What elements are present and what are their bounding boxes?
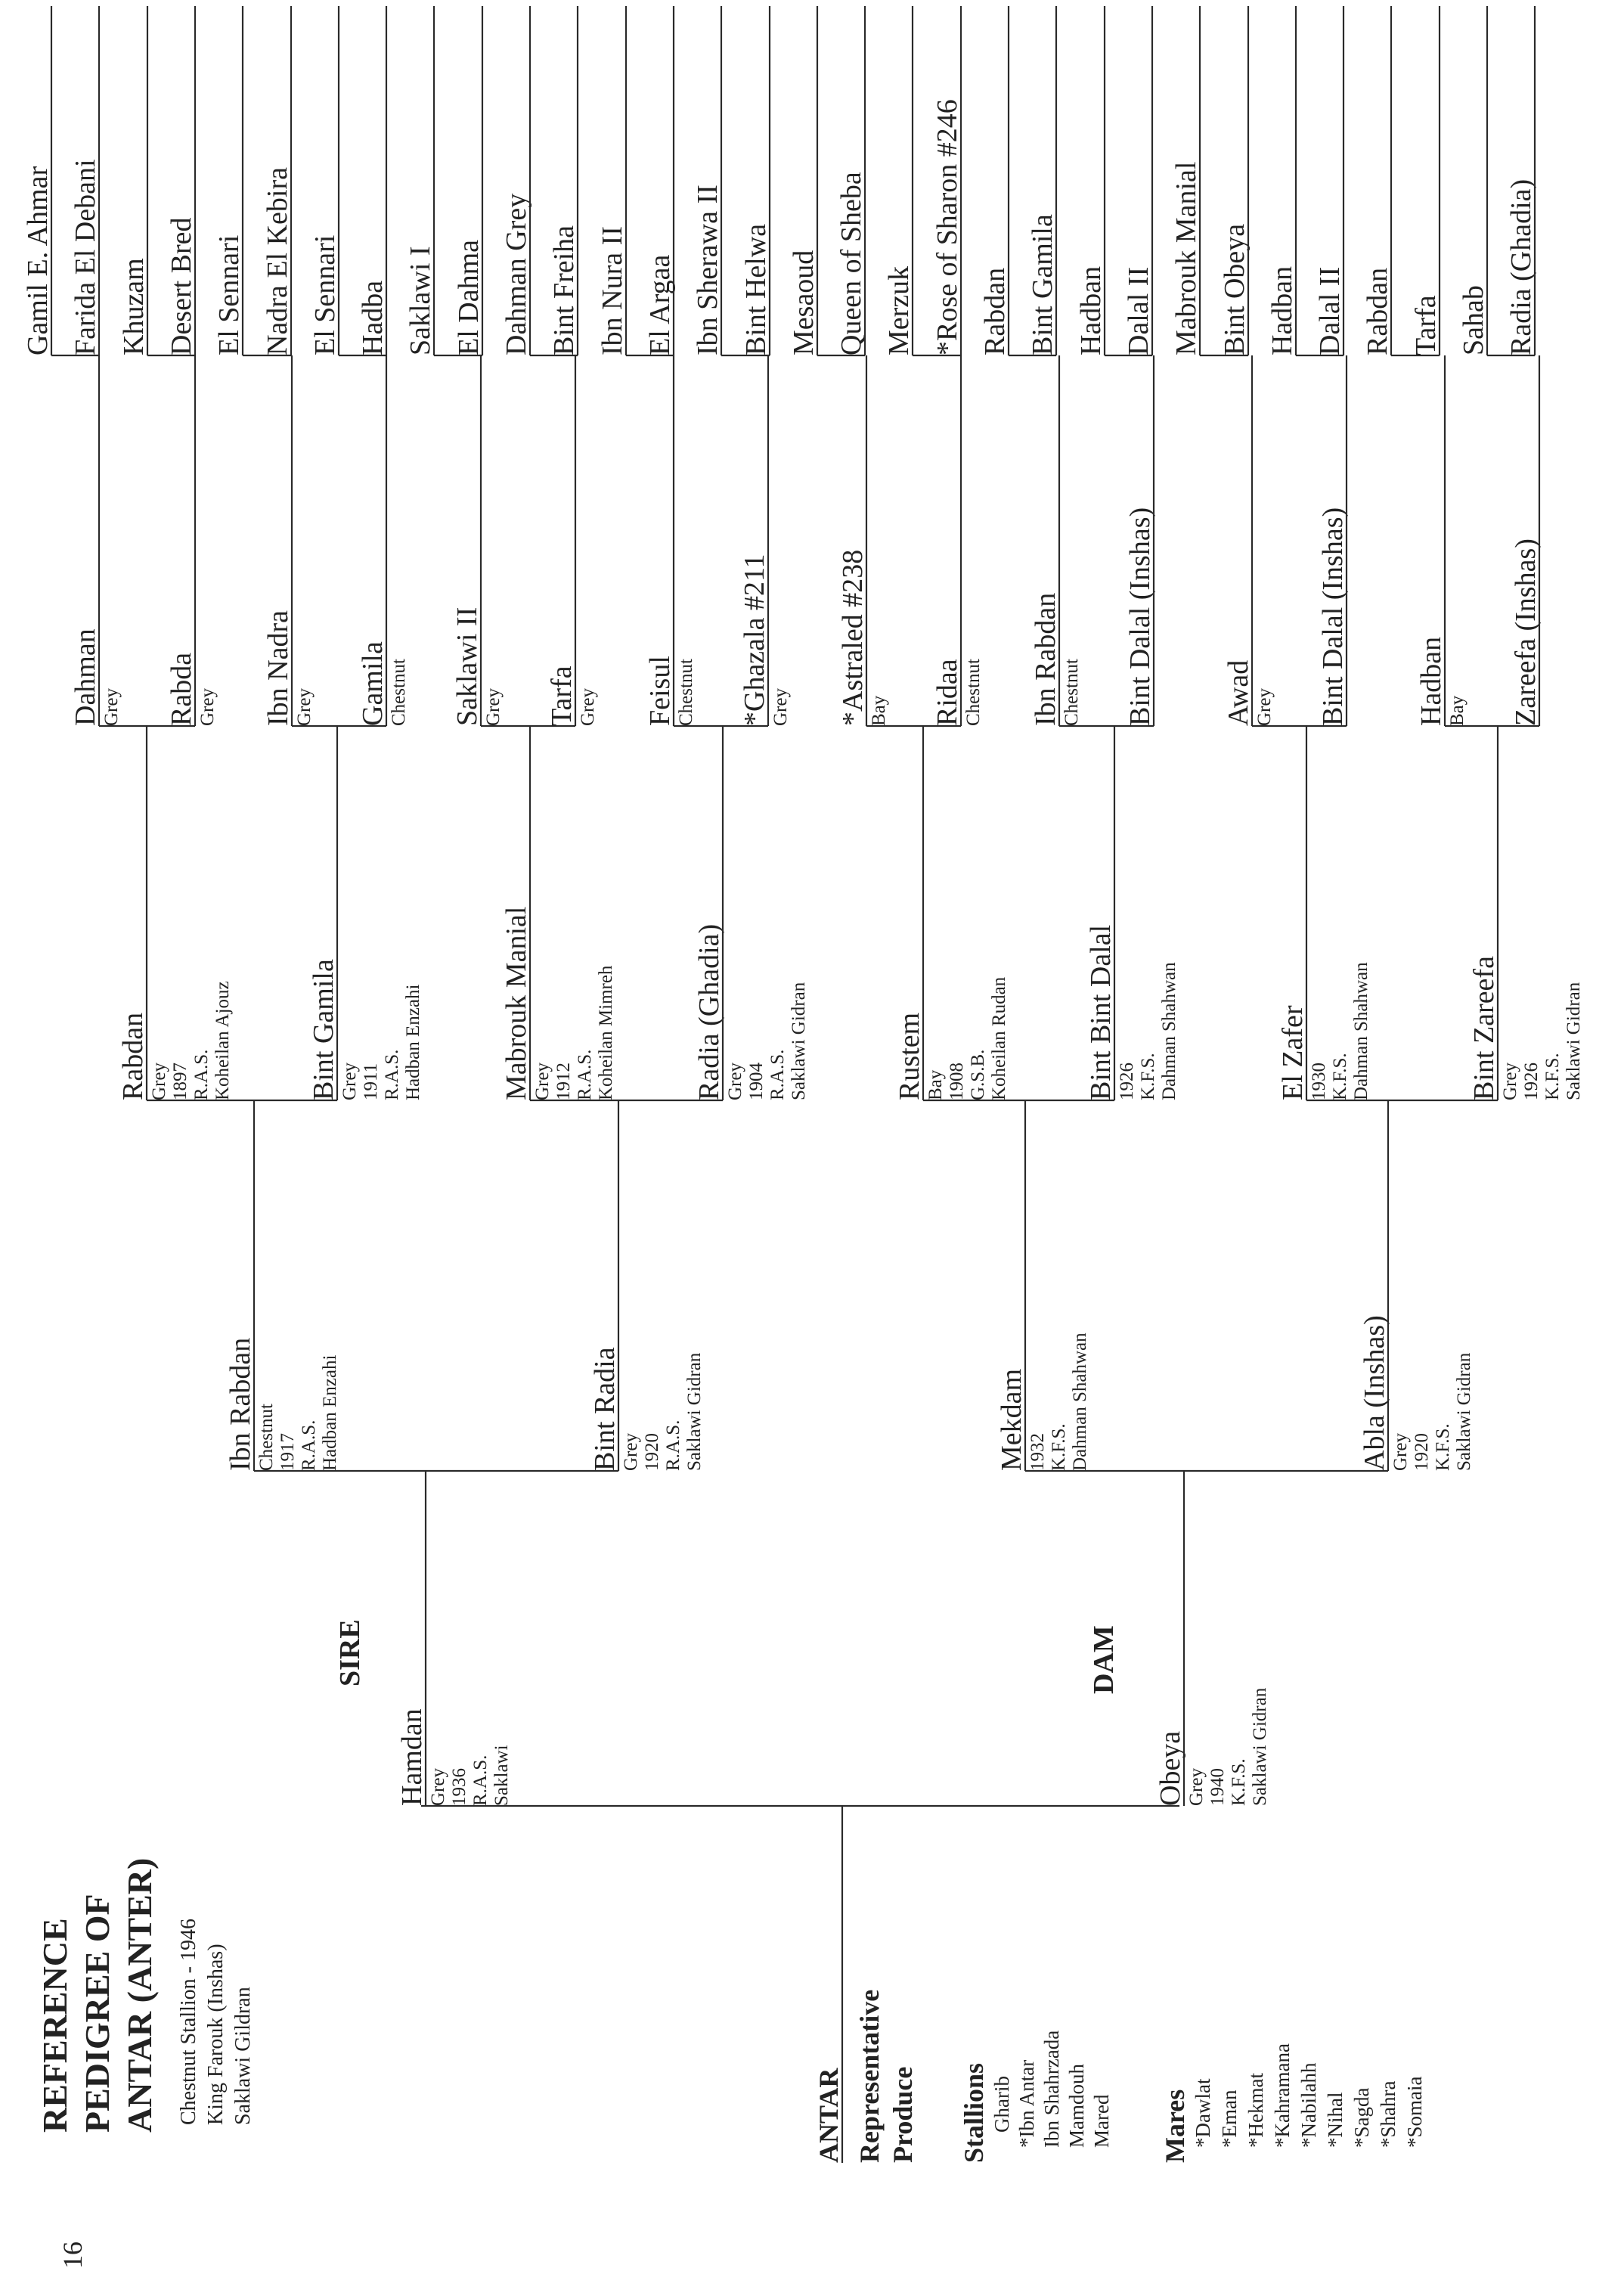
title-detail: King Farouk (Inshas) — [204, 1944, 228, 2125]
gen5-name: Farida El Debani — [70, 159, 101, 355]
gen5-name: Sahab — [1458, 285, 1489, 355]
gen3-name: Rabdan — [117, 1012, 149, 1100]
gen3-name: Mabrouk Manial — [501, 906, 532, 1100]
gen5-name: Nadra El Kebira — [262, 167, 293, 355]
gen5-name: Dalal II — [1123, 266, 1154, 355]
gen2-detail: 1920 — [642, 1433, 662, 1471]
gen2-detail: K.F.S. — [1433, 1423, 1453, 1471]
gen3-detail: Grey — [149, 1063, 169, 1100]
gen5-name: Ibn Nura II — [597, 226, 628, 355]
gen3-detail: 1912 — [553, 1063, 574, 1100]
gen4-name: *Astraled #238 — [837, 549, 869, 726]
gen3-detail: 1897 — [170, 1063, 191, 1100]
gen3-detail: R.A.S. — [191, 1049, 212, 1100]
gen3-detail: Saklawi Gidran — [789, 982, 809, 1100]
dam-label: DAM — [1088, 1625, 1120, 1694]
gen5-name: Bint Freiha — [548, 225, 580, 355]
gen3-detail: K.F.S. — [1138, 1053, 1158, 1100]
mare-item: *Kahramana — [1271, 2043, 1294, 2148]
gen3-name: Bint Gamila — [308, 959, 339, 1100]
gen2-detail: R.A.S. — [299, 1419, 319, 1471]
gen2-detail: Grey — [1390, 1433, 1411, 1471]
gen5-name: Queen of Sheba — [835, 172, 867, 355]
gen3-name: Radia (Ghadia) — [693, 923, 725, 1100]
gen1-detail: Grey — [428, 1768, 448, 1806]
gen4-detail: Grey — [294, 688, 315, 726]
gen4-detail: Grey — [578, 688, 598, 726]
gen3-detail: R.A.S. — [767, 1049, 788, 1100]
gen4-name: Bint Dalal (Inshas) — [1317, 507, 1349, 726]
gen5-name: Bint Gamila — [1027, 214, 1058, 355]
gen2-name: Abla (Inshas) — [1359, 1315, 1390, 1471]
gen4-name: Zareefa (Inshas) — [1510, 538, 1542, 726]
gen2-detail: Chestnut — [256, 1404, 277, 1471]
stallion-item: *Ibn Antar — [1015, 2059, 1038, 2148]
gen5-name: Dalal II — [1314, 266, 1346, 355]
gen4-name: Hadban — [1415, 636, 1447, 726]
gen5-name: Hadban — [1266, 265, 1298, 355]
gen4-name: Dahman — [70, 628, 101, 726]
gen5-name: Desert Bred — [166, 217, 197, 355]
gen3-detail: R.A.S. — [575, 1049, 595, 1100]
gen2-detail: K.F.S. — [1049, 1423, 1069, 1471]
gen1-detail: Saklawi Gidran — [1250, 1687, 1270, 1806]
gen5-name: El Sennari — [309, 234, 341, 355]
gen3-detail: Koheilan Rudan — [989, 976, 1009, 1100]
gen3-name: Bint Bint Dalal — [1085, 924, 1117, 1100]
gen3-detail: Saklawi Gidran — [1564, 982, 1584, 1100]
gen5-name: Hadba — [357, 280, 389, 355]
mares-heading: Mares — [1160, 2089, 1190, 2163]
mare-item: *Somaia — [1403, 2076, 1426, 2148]
gen1-detail: K.F.S. — [1229, 1758, 1249, 1806]
gen5-name: Hadban — [1075, 265, 1107, 355]
gen5-name: El Dahma — [453, 239, 485, 355]
gen3-detail: K.F.S. — [1542, 1053, 1563, 1100]
gen3-detail: 1908 — [947, 1063, 967, 1100]
gen4-name: Awad — [1223, 659, 1254, 726]
mare-item: *Eman — [1218, 2090, 1241, 2148]
gen5-name: Khuzam — [118, 258, 150, 355]
gen3-detail: Bay — [925, 1069, 946, 1100]
gen5-name: Bint Helwa — [740, 223, 772, 355]
gen3-detail: G.S.B. — [968, 1049, 988, 1100]
gen4-detail: Grey — [770, 688, 791, 726]
subject-name: ANTAR — [814, 2068, 844, 2163]
title-line: PEDIGREE OF — [78, 1894, 116, 2133]
gen3-name: Bint Zareefa — [1468, 956, 1500, 1100]
gen2-detail: Grey — [621, 1433, 641, 1471]
gen4-name: Ridaa — [931, 659, 963, 726]
gen3-detail: Grey — [1500, 1063, 1520, 1100]
gen1-detail: 1940 — [1207, 1768, 1228, 1806]
gen1-name: Obeya — [1154, 1730, 1186, 1806]
gen4-name: Saklawi II — [451, 607, 483, 726]
gen1-detail: R.A.S. — [470, 1754, 491, 1806]
gen5-name: Mabrouk Manial — [1170, 161, 1202, 355]
gen3-detail: 1911 — [361, 1063, 381, 1100]
stallion-item: Gharib — [990, 2076, 1013, 2133]
mare-item: *Nabilahh — [1297, 2062, 1320, 2148]
gen2-detail: 1920 — [1412, 1433, 1432, 1471]
gen2-detail: Hadban Enzahi — [320, 1354, 340, 1471]
gen2-name: Mekdam — [996, 1368, 1027, 1471]
stallions-heading: Stallions — [959, 2062, 989, 2163]
gen2-detail: R.A.S. — [663, 1419, 683, 1471]
gen4-name: Rabda — [166, 652, 197, 726]
gen4-detail: Chestnut — [1061, 659, 1082, 726]
title-detail: Saklawi Gildran — [231, 1987, 255, 2125]
gen4-detail: Grey — [101, 688, 122, 726]
gen4-detail: Grey — [197, 688, 218, 726]
gen4-name: Ibn Rabdan — [1030, 592, 1061, 726]
produce-heading: Produce — [888, 2066, 918, 2163]
gen5-name: Gamil E. Ahmar — [22, 166, 54, 355]
mare-item: *Nihal — [1324, 2092, 1347, 2148]
gen4-name: Tarfa — [546, 665, 578, 726]
gen5-name: Dahman Grey — [501, 193, 532, 355]
gen3-detail: Dahman Shahwan — [1351, 962, 1371, 1100]
gen5-name: El Sennari — [213, 234, 245, 355]
gen2-detail: 1917 — [277, 1433, 298, 1471]
stallion-item: Mamdouh — [1065, 2064, 1088, 2148]
gen5-name: Ibn Sherawa II — [692, 185, 724, 355]
gen4-detail: Chestnut — [963, 659, 984, 726]
gen3-name: El Zafer — [1277, 1005, 1309, 1100]
mare-item: *Sagda — [1350, 2087, 1373, 2148]
sire-label: SIRE — [334, 1619, 366, 1686]
gen5-name: Rabdan — [979, 267, 1011, 355]
gen3-detail: Koheilan Mimreh — [596, 965, 616, 1100]
gen5-name: Tarfa — [1410, 295, 1442, 355]
gen3-detail: Grey — [532, 1063, 553, 1100]
gen2-detail: Dahman Shahwan — [1070, 1333, 1090, 1471]
gen4-detail: Bay — [1447, 695, 1467, 726]
gen1-detail: 1936 — [449, 1768, 470, 1806]
gen2-name: Ibn Rabdan — [225, 1337, 256, 1471]
title-line: ANTAR (ANTER) — [120, 1857, 159, 2133]
gen2-detail: Saklawi Gidran — [684, 1352, 705, 1471]
gen4-name: Bint Dalal (Inshas) — [1124, 507, 1156, 726]
gen3-detail: 1904 — [746, 1063, 767, 1100]
gen5-name: Bint Obeya — [1219, 223, 1251, 355]
gen4-detail: Bay — [869, 695, 889, 726]
mare-item: *Dawlat — [1192, 2078, 1214, 2148]
gen3-detail: Hadban Enzahi — [403, 984, 423, 1100]
gen5-name: El Argaa — [644, 254, 676, 355]
gen1-name: Hamdan — [396, 1708, 428, 1806]
gen2-name: Bint Radia — [589, 1347, 621, 1471]
gen3-detail: 1930 — [1309, 1063, 1329, 1100]
stallion-item: Ibn Shahrzada — [1040, 2030, 1063, 2148]
gen5-name: Mesaoud — [788, 250, 820, 355]
gen1-detail: Saklawi — [491, 1745, 512, 1806]
gen3-detail: 1926 — [1521, 1063, 1542, 1100]
gen4-name: Ibn Nadra — [262, 610, 294, 726]
page-number: 16 — [57, 2242, 88, 2269]
gen5-name: Rabdan — [1362, 267, 1393, 355]
gen3-detail: Koheilan Ajouz — [212, 981, 233, 1100]
gen4-detail: Grey — [483, 688, 504, 726]
gen3-detail: 1926 — [1117, 1063, 1137, 1100]
gen4-detail: Chestnut — [389, 659, 409, 726]
gen2-detail: Saklawi Gidran — [1454, 1352, 1474, 1471]
gen4-name: Gamila — [357, 641, 389, 726]
gen5-name: Saklawi I — [404, 246, 436, 355]
stallion-item: Mared — [1090, 2094, 1113, 2148]
title-detail: Chestnut Stallion - 1946 — [177, 1919, 200, 2125]
title-line: REFERENCE — [36, 1918, 74, 2133]
gen3-detail: Dahman Shahwan — [1159, 962, 1179, 1100]
gen3-name: Rustem — [894, 1012, 925, 1100]
gen4-detail: Grey — [1254, 688, 1275, 726]
mare-item: *Hekmat — [1244, 2073, 1267, 2148]
gen3-detail: K.F.S. — [1330, 1053, 1350, 1100]
produce-heading: Representative — [854, 1989, 885, 2163]
gen4-name: *Ghazala #211 — [739, 554, 770, 726]
gen2-detail: 1932 — [1027, 1433, 1048, 1471]
gen5-name: *Rose of Sharon #246 — [931, 99, 963, 355]
gen4-detail: Chestnut — [676, 659, 696, 726]
mare-item: *Shahra — [1377, 2080, 1399, 2148]
gen5-name: Radia (Ghadia) — [1505, 178, 1537, 355]
gen3-detail: R.A.S. — [382, 1049, 402, 1100]
gen3-detail: Grey — [725, 1063, 745, 1100]
gen3-detail: Grey — [339, 1063, 360, 1100]
gen1-detail: Grey — [1186, 1768, 1207, 1806]
gen5-name: Merzuk — [883, 265, 915, 355]
gen4-name: Feisul — [644, 656, 676, 726]
